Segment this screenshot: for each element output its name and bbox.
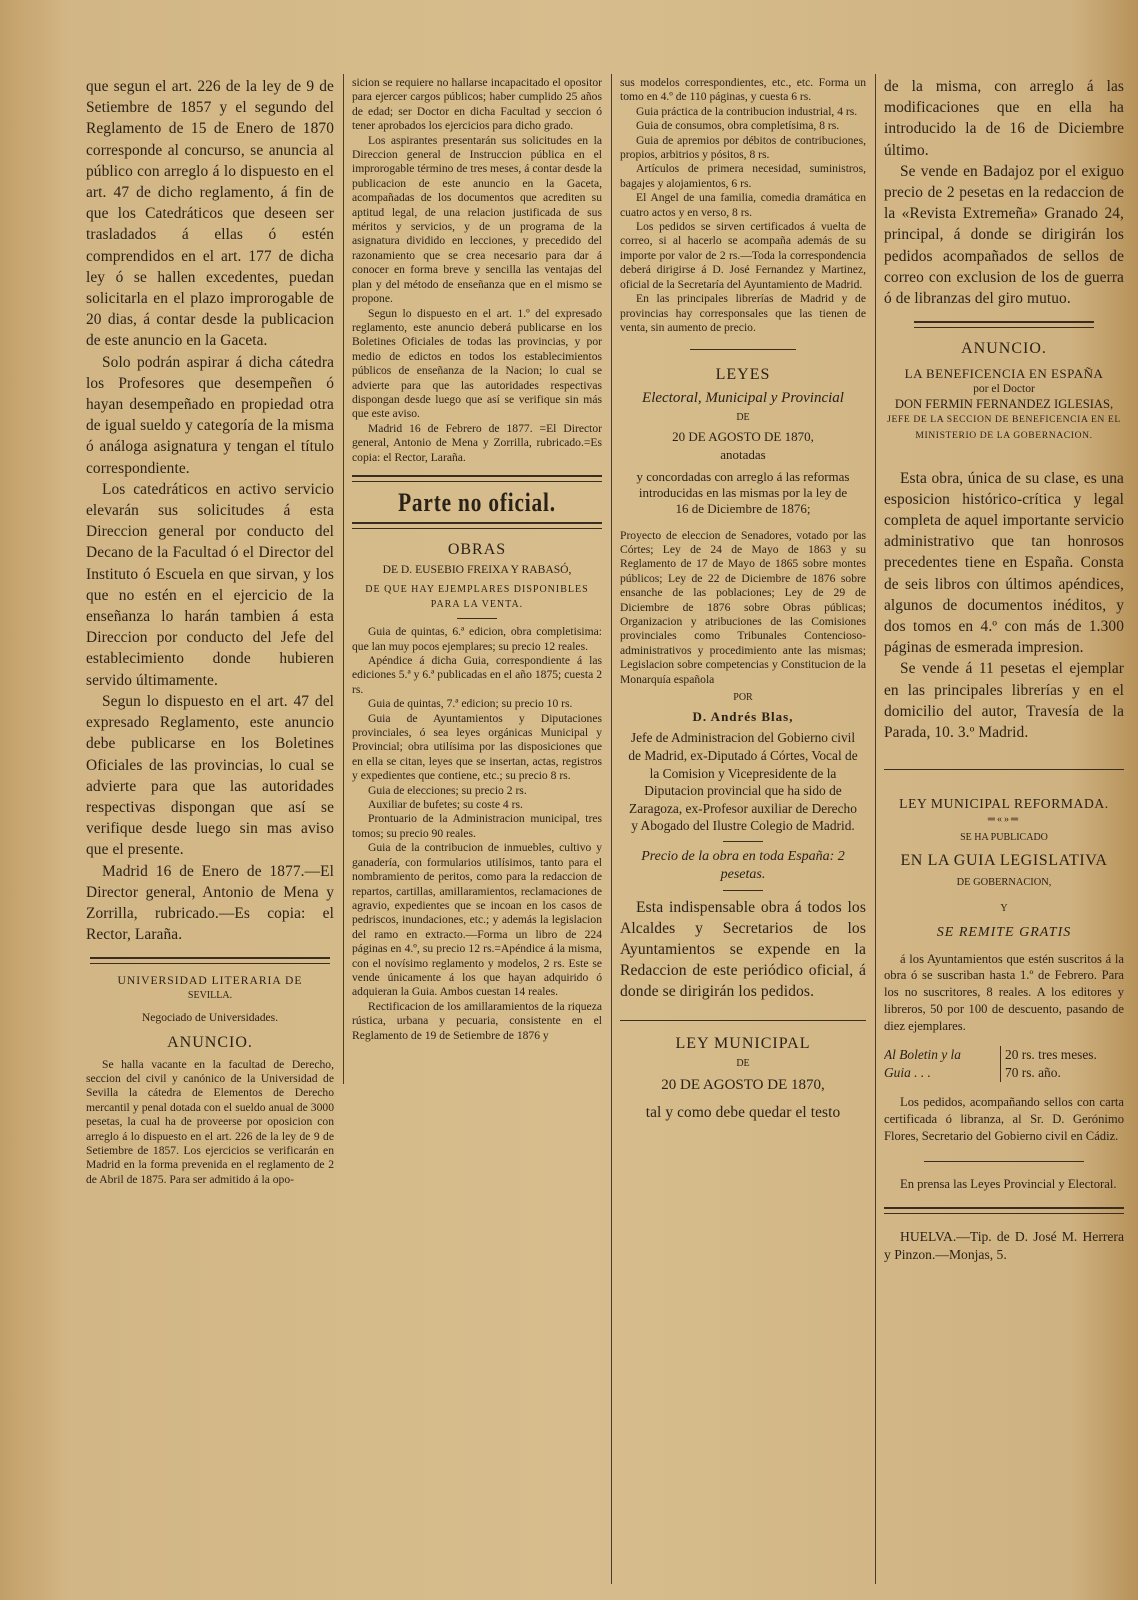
paragraph: Solo podrán aspirar á dicha cátedra los Profesores que desempeñen ó hayan desempeñado en propiedad otra de igual sueldo y categoría de la misma ó análoga asignatura y tengan el título correspondiente. bbox=[86, 353, 334, 477]
section-divider bbox=[884, 769, 1124, 770]
paragraph: de la misma, con arreglo á las modificaciones que en ella ha introducido la de 16 de Diciembre último. bbox=[884, 78, 1124, 159]
catalog-item: Guia de consumos, obra completísima, 8 rs. bbox=[636, 119, 840, 133]
paragraph: Segun lo dispuesto en el art. 1.º del expresado reglamento, este anuncio deberá publicarse en los Boletines Oficiales de todas las provincias, y por medio de edictos en todos los establecimientos públicos de enseñanza de la Nacion; lo cual se advierte para que las autoridades respectivas dispongan desde luego que así se verifique sin más que este aviso. bbox=[352, 306, 602, 421]
section-title: Parte no oficial. bbox=[398, 487, 556, 517]
paragraph: sicion se requiere no hallarse incapacitado el opositor para ejercer cargos públicos; haber cumplido 25 años de edad; ser Doctor en dicha Facultad y seccion ó tener aprobados los ejercicios para dicho grado. bbox=[352, 76, 602, 133]
negociado: Negociado de Universidades. bbox=[141, 1011, 279, 1025]
paragraph: En las principales librerías de Madrid y de provincias hay corresponsales que las tienen de venta, sin aumento de precio. bbox=[620, 292, 866, 334]
heading-por: por el Doctor bbox=[973, 382, 1035, 396]
heading-de: DE bbox=[736, 412, 750, 424]
column-2 bbox=[352, 76, 602, 1043]
paragraph: Los pedidos se sirven certificados á vuelta de correo, si al hacerlo se acompaña además de su importe por valor de 2 rs.—Toda la correspondencia deberá dirigirse á D. José Fernandez y Martinez, oficial de la Secretaría del Ayuntamiento de Madrid. bbox=[620, 220, 866, 291]
section-divider bbox=[914, 321, 1094, 328]
paragraph: Proyecto de eleccion de Senadores, votado por las Córtes; Ley de 24 de Mayo de 1863 y su Reglamento de 17 de Mayo de 1865 sobre montes públicos; Ley de 22 de Diciembre de 1876 sobre ensanche de las poblaciones; Ley de 29 de Diciembre de 1876 sobre Obras públicas; Organizacion y atribuciones de las Comisiones provinciales como Tribunales Contencioso-administrativos y procedimiento ante las mismas; Legislacion sobre competencias y Constitucion de la Monarquía española bbox=[620, 528, 866, 686]
column-1 bbox=[86, 76, 334, 1187]
signature-line: Madrid 16 de Enero de 1877.—El Director general, Antonio de Mena y Zorrilla, rubricado.—Es copia: el Rector, Laraña. bbox=[86, 862, 334, 944]
paragraph: Los pedidos, acompañando sellos con carta certificada ó libranza, al Sr. D. Gerónimo Flores, Secretario del Gobierno civil en Cádiz. bbox=[884, 1095, 1124, 1144]
catalog-item: Guia de la contribucion de inmuebles, cultivo y ganadería, con formularios utilísimos, tanto para el nombramiento de peritos, como para la redaccion de repartos, cartillas, amillaramientos, reclamaciones de agravio, expedientes que se incoan en los casos de pedriscos, inundaciones, etc.; y además la legislacion del ramo en extracto.—Forma un libro de 224 páginas en 4.º, su precio 12 rs.=Apéndice á la misma, con el novísimo reglamento y modelos, 2 rs. Este se vende únicamente á los que hayan adquirido ó adquieran la Guia. Ambos cuestan 14 reales. bbox=[352, 841, 602, 999]
catalog-item: Guia de elecciones; su precio 2 rs. bbox=[368, 783, 527, 797]
catalog-item: sus modelos correspondientes, etc., etc. Forma un tomo en 4.º de 110 páginas, y cuesta 6 rs. bbox=[620, 76, 866, 104]
catalog-item: Guia de Ayuntamientos y Diputaciones provinciales, ó sea leyes orgánicas Municipal y Provincial; obra utilísima por las disposiciones que en ella se citan, leyes que se insertan, actas, registros y expedientes que contiene, etc.; su precio 8 rs. bbox=[352, 711, 602, 783]
heading-published: SE HA PUBLICADO bbox=[960, 832, 1048, 844]
imprint: HUELVA.—Tip. de D. José M. Herrera y Pinzon.—Monjas, 5. bbox=[884, 1228, 1124, 1262]
heading-book-title: LA BENEFICENCIA EN ESPAÑA bbox=[904, 366, 1104, 382]
column-rule bbox=[875, 74, 876, 1584]
catalog-item: Auxiliar de bufetes; su coste 4 rs. bbox=[368, 798, 523, 812]
catalog-item: Rectificacion de los amillaramientos de la riqueza rústica, urbana y pecuaria, consistente en el Reglamento de 19 de Setiembre de 1876 y bbox=[352, 999, 602, 1042]
heading-university: UNIVERSIDAD LITERARIA DE bbox=[117, 974, 303, 988]
subscription-label: Al Boletin y la bbox=[884, 1047, 961, 1063]
author-name: D. Andrés Blas, bbox=[692, 709, 794, 725]
divider bbox=[690, 349, 796, 350]
heading-leyes: LEYES bbox=[715, 366, 771, 384]
anuncio-title: ANUNCIO. bbox=[167, 1033, 253, 1051]
paragraph: Esta obra, única de su clase, es una esposicion histórico-crítica y legal completa de aquel importante servicio administrativo que tan honrosos precedentes tiene en España. Consta de seis libros con últimos apéndices, algunos de documentos inéditos, y dos tomos en 4.º con más de 1.300 páginas de esmerada impresion. bbox=[884, 469, 1124, 657]
catalog-item: Guia de quintas, 7.ª edicion; su precio 10 rs. bbox=[368, 697, 573, 711]
catalog-item: El Angel de una familia, comedia dramática en cuatro actos y en verso, 8 rs. bbox=[620, 191, 866, 219]
heading-city: SEVILLA. bbox=[187, 989, 233, 1001]
section-divider bbox=[884, 1207, 1124, 1214]
divider bbox=[723, 841, 763, 842]
divider bbox=[457, 618, 497, 619]
catalog-item: Artículos de primera necesidad, suministros, bagajes y alojamientos, 6 rs. bbox=[620, 162, 866, 190]
heading-date: 20 DE AGOSTO DE 1870, bbox=[672, 428, 814, 444]
divider bbox=[723, 890, 763, 891]
heading-y: Y bbox=[1000, 903, 1008, 915]
heading-author: DE D. EUSEBIO FREIXA Y RABASÓ, bbox=[382, 562, 572, 576]
column-3 bbox=[620, 76, 866, 1124]
paragraph: En prensa las Leyes Provincial y Electoral. bbox=[900, 1176, 1117, 1191]
subscription-label: Guia . . . bbox=[884, 1065, 931, 1081]
heading-guia: EN LA GUIA LEGISLATIVA bbox=[900, 851, 1108, 869]
heading-available: DE QUE HAY EJEMPLARES DISPONIBLES PARA LA VENTA. bbox=[365, 584, 589, 610]
heading-ley-municipal: LEY MUNICIPAL bbox=[675, 1034, 811, 1052]
heading-por: POR bbox=[733, 692, 753, 703]
heading-annotated: anotadas bbox=[720, 447, 766, 463]
heading-date: 20 DE AGOSTO DE 1870, bbox=[661, 1077, 825, 1094]
paragraph: á los Ayuntamientos que estén suscritos á la obra ó se suscriban hasta 1.º de Febrero. Para los no suscritores, 8 reales. A los editores y libreros, 50 por 100 de descuento, pasando de diez ejemplares. bbox=[884, 951, 1124, 1033]
anuncio-title: ANUNCIO. bbox=[961, 340, 1047, 358]
section-divider bbox=[352, 522, 602, 529]
heading-de: DE bbox=[736, 1057, 750, 1069]
catalog-item: Guia de quintas, 6.ª edicion, obra completisima: que lan muy pocos ejemplares; su precio 12 reales. bbox=[352, 625, 602, 653]
catalog-item: Guia práctica de la contribucion industrial, 4 rs. bbox=[636, 104, 858, 118]
author-credentials: Jefe de Administracion del Gobierno civil de Madrid, ex-Diputado á Córtes, Vocal de la Comision y Vicepresidente de la Diputacion provincial que ha sido de Zaragoza, ex-Profesor auxiliar de Derecho y Abogado del Ilustre Colegio de Madrid. bbox=[628, 730, 858, 834]
paragraph: Se vende á 11 pesetas el ejemplar en las principales librerías y en el domicilio del autor, Travesía de la Parada, 10. 3.º Madrid. bbox=[884, 660, 1124, 742]
price-line: Precio de la obra en toda España: 2 pesetas. bbox=[641, 848, 845, 882]
paragraph: Esta indispensable obra á todos los Alcaldes y Secretarios de los Ayuntamientos se expende en la Redaccion de este periódico oficial, á donde se dirigirán los pedidos. bbox=[620, 898, 866, 1000]
heading-obras: OBRAS bbox=[447, 540, 507, 558]
paragraph: que segun el art. 226 de la ley de 9 de Setiembre de 1857 y el segundo del Reglamento de 15 de Enero de 1870 corresponde al concurso, se anuncia al público con arreglo á lo dispuesto en el art. 47 de dicho reglamento, á fin de que los Catedráticos que deseen ser trasladados á ellas ó estén comprendidos en el art. 177 de dicha ley ó se hallen excedentes, puedan solicitarla en el plazo improrogable de 20 dias, á contar desde la publicacion de este anuncio en la Gaceta. bbox=[86, 78, 334, 350]
catalog-item: Apéndice á dicha Guia, correspondiente á las ediciones 5.ª y 6.ª publicadas en el año 1875; cuesta 2 rs. bbox=[352, 654, 602, 696]
paragraph: Los aspirantes presentarán sus solicitudes en la Direccion general de Instruccion pública en el improrogable término de tres meses, á contar desde la publicacion de este anuncio en la Gaceta, acompañadas de los documentos que acrediten su aptitud legal, de una relacion justificada de sus méritos y servicios, y de un programa de la asignatura dividido en lecciones, y precedido del razonamiento que se crea necesario para dar á conocer en forma breve y sencilla las ventajas del plan y del método de enseñanza que en el mismo se propone. bbox=[352, 133, 602, 306]
author-position: JEFE DE LA SECCION DE BENEFICENCIA EN EL MINISTERIO DE LA GOBERNACION. bbox=[887, 413, 1121, 441]
paragraph: Se vende en Badajoz por el exiguo precio de 2 pesetas en la redaccion de la «Revista Extremeña» Granado 24, principal, á donde se dirigirán los pedidos acompañados de sellos de correo con exclusion de los de guerra ó de libranzas del giro mutuo. bbox=[884, 162, 1124, 308]
section-divider bbox=[90, 957, 330, 964]
paragraph: Los catedráticos en activo servicio elevarán sus solicitudes á esta Direccion general por conducto del Decano de la Facultad ó el Director del Instituto ó Escuela en que sirvan, y los que no estén en el ejercicio de la enseñanza lo harán tambien á esta Direccion por conducto del Jefe del establecimiento donde hubieren servido últimamente. bbox=[86, 480, 334, 689]
column-4 bbox=[884, 76, 1124, 1264]
paragraph: tal y como debe quedar el testo bbox=[645, 1104, 841, 1122]
subscription-prices bbox=[884, 1046, 1124, 1082]
section-divider bbox=[352, 475, 602, 482]
signature-line: Madrid 16 de Febrero de 1877. =El Director general, Antonio de Mena y Zorrilla, rubricado.=Es copia: el Rector, Laraña. bbox=[352, 421, 602, 464]
divider bbox=[924, 1161, 1084, 1162]
catalog-item: Prontuario de la Administracion municipal, tres tomos; su precio 90 reales. bbox=[352, 812, 602, 840]
heading-concordance: y concordadas con arreglo á las reformas introducidas en las mismas por la ley de 16 de Diciembre de 1876; bbox=[636, 468, 850, 516]
column-rule bbox=[611, 74, 612, 1584]
catalog-item: Guia de apremios por débitos de contribuciones, propios, arbitrios y pósitos, 8 rs. bbox=[620, 133, 866, 162]
column-rule bbox=[343, 74, 344, 1084]
paragraph: Se halla vacante en la facultad de Derecho, seccion del civil y canónico de la Universidad de Sevilla la cátedra de Elementos de Derecho mercantil y penal dotada con el sueldo anual de 3000 pesetas, la cual ha de proveerse por oposicion con arreglo á lo dispuesto en el art. 226 de la ley de 9 de Setiembre de 1857. Los ejercicios se verificarán en Madrid en la forma prevenida en el reglamento de 2 de Abril de 1875. Para ser admitido á la opo- bbox=[86, 1057, 334, 1186]
heading-ley-reformada: LEY MUNICIPAL REFORMADA. bbox=[899, 796, 1109, 812]
heading-gratis: SE REMITE GRATIS bbox=[936, 924, 1072, 940]
subscription-values bbox=[1000, 1046, 1097, 1082]
price-year: 70 rs. año. bbox=[1005, 1065, 1061, 1081]
section-divider bbox=[620, 1020, 866, 1021]
paragraph: Segun lo dispuesto en el art. 47 del expresado Reglamento, este anuncio debe publicarse en los Boletines Oficiales de las provincias, lo cual se advierte para que las autoridades respectivas dispongan que así se verifique desde luego sin mas aviso que el presente. bbox=[86, 692, 334, 859]
heading-gobernacion: DE GOBERNACION, bbox=[956, 876, 1052, 888]
heading-laws: Electoral, Municipal y Provincial bbox=[642, 390, 844, 407]
price-quarter: 20 rs. tres meses. bbox=[1005, 1047, 1097, 1063]
author-name: DON FERMIN FERNANDEZ IGLESIAS, bbox=[894, 396, 1114, 411]
subscription-labels bbox=[884, 1046, 1000, 1082]
ornament: ═«»═ bbox=[987, 814, 1021, 826]
